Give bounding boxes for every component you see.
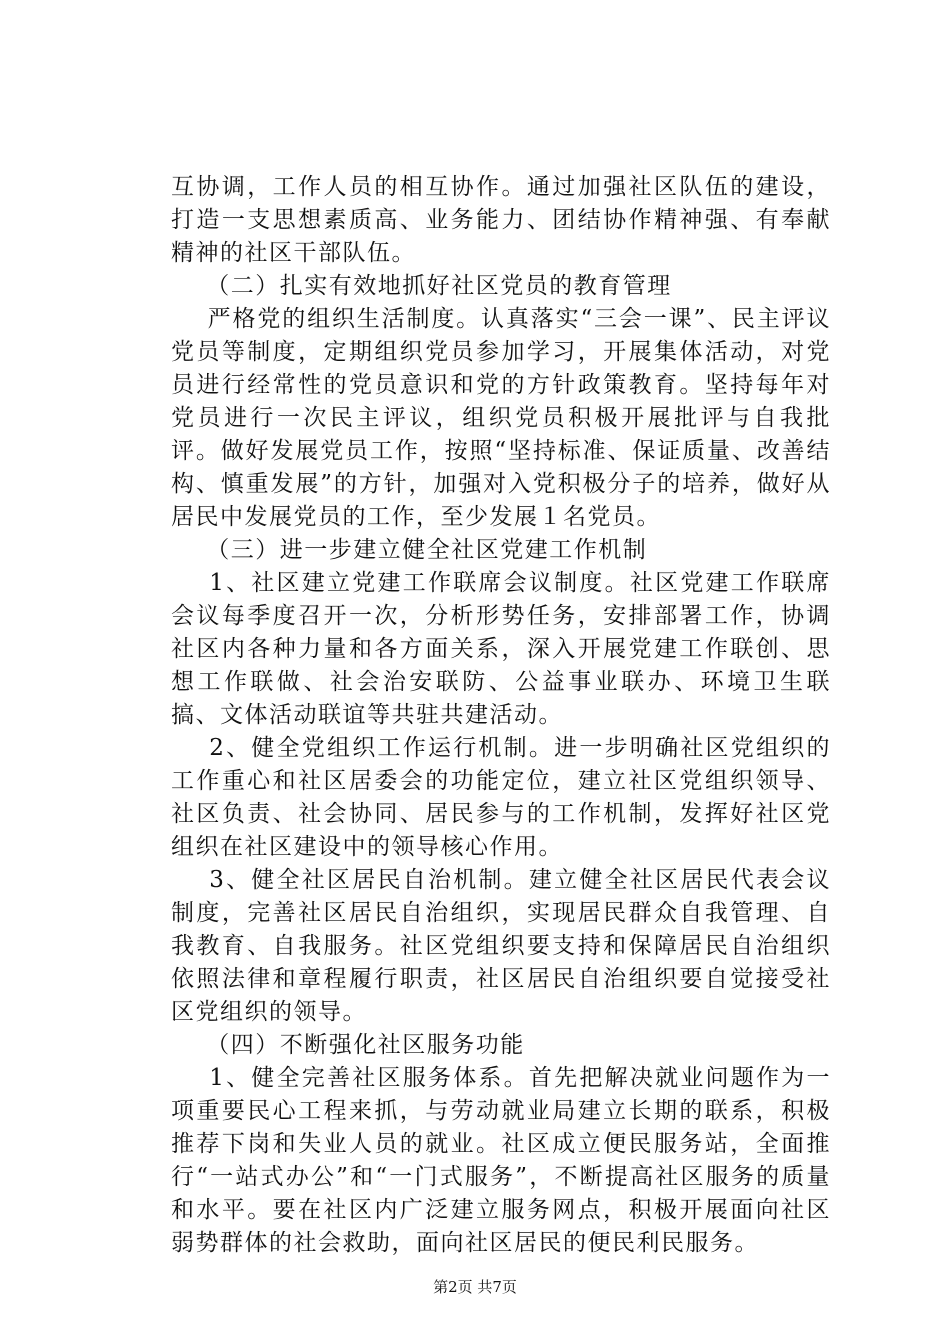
paragraph-party-life: 严格党的组织生活制度。认真落实“三会一课”、民主评议党员等制度，定期组织党员参加学习，开展集体活动，对党员进行经常性的党员意识和党的方针政策教育。坚持每年对党员进行一次民主评议，组织党员积极开展批评与自我批评。做好发展党员工作，按照“坚持标准、保证质量、改善结构、慎重发展”的方针，加强对入党积极分子的培养，做好从居民中发展党员的工作，至少发展１名党员。 — [171, 306, 831, 530]
paragraph-self-governance: 3、健全社区居民自治机制。建立健全社区居民代表会议制度，完善社区居民自治组织，实现居民群众自我管理、自我教育、自我服务。社区党组织要支持和保障居民自治组织依照法律和章程履行职责，社区居民自治组织要自觉接受社区党组织的领导。 — [171, 867, 832, 1025]
paragraph-operation-mechanism: 2、健全党组织工作运行机制。进一步明确社区党组织的工作重心和社区居委会的功能定位，建立社区党组织领导、社区负责、社会协同、居民参与的工作机制，发挥好社区党组织在社区建设中的领导核心作用。 — [171, 735, 832, 860]
document-body — [171, 171, 831, 1260]
paragraph-service-system: 1、健全完善社区服务体系。首先把解决就业问题作为一项重要民心工程来抓，与劳动就业局建立长期的联系，积极推荐下岗和失业人员的就业。社区成立便民服务站，全面推行“一站式办公”和“一门式服务”，不断提高社区服务的质量和水平。要在社区内广泛建立服务网点，积极开展面向社区弱势群体的社会救助，面向社区居民的便民利民服务。 — [171, 1065, 832, 1256]
section-heading-4: （四）不断强化社区服务功能 — [171, 1032, 525, 1058]
section-heading-3: （三）进一步建立健全社区党建工作机制 — [171, 537, 648, 563]
page-footer: 第2页 共7页 — [433, 1278, 517, 1296]
paragraph-joint-meeting: 1、社区建立党建工作联席会议制度。社区党建工作联席会议每季度召开一次，分析形势任务，安排部署工作，协调社区内各种力量和各方面关系，深入开展党建工作联创、思想工作联做、社会治安联防、公益事业联办、环境卫生联搞、文体活动联谊等共驻共建活动。 — [171, 570, 832, 728]
section-heading-2: （二）扎实有效地抓好社区党员的教育管理 — [171, 273, 672, 299]
paragraph-continuation: 互协调，工作人员的相互协作。通过加强社区队伍的建设，打造一支思想素质高、业务能力、团结协作精神强、有奉献精神的社区干部队伍。 — [171, 174, 831, 266]
